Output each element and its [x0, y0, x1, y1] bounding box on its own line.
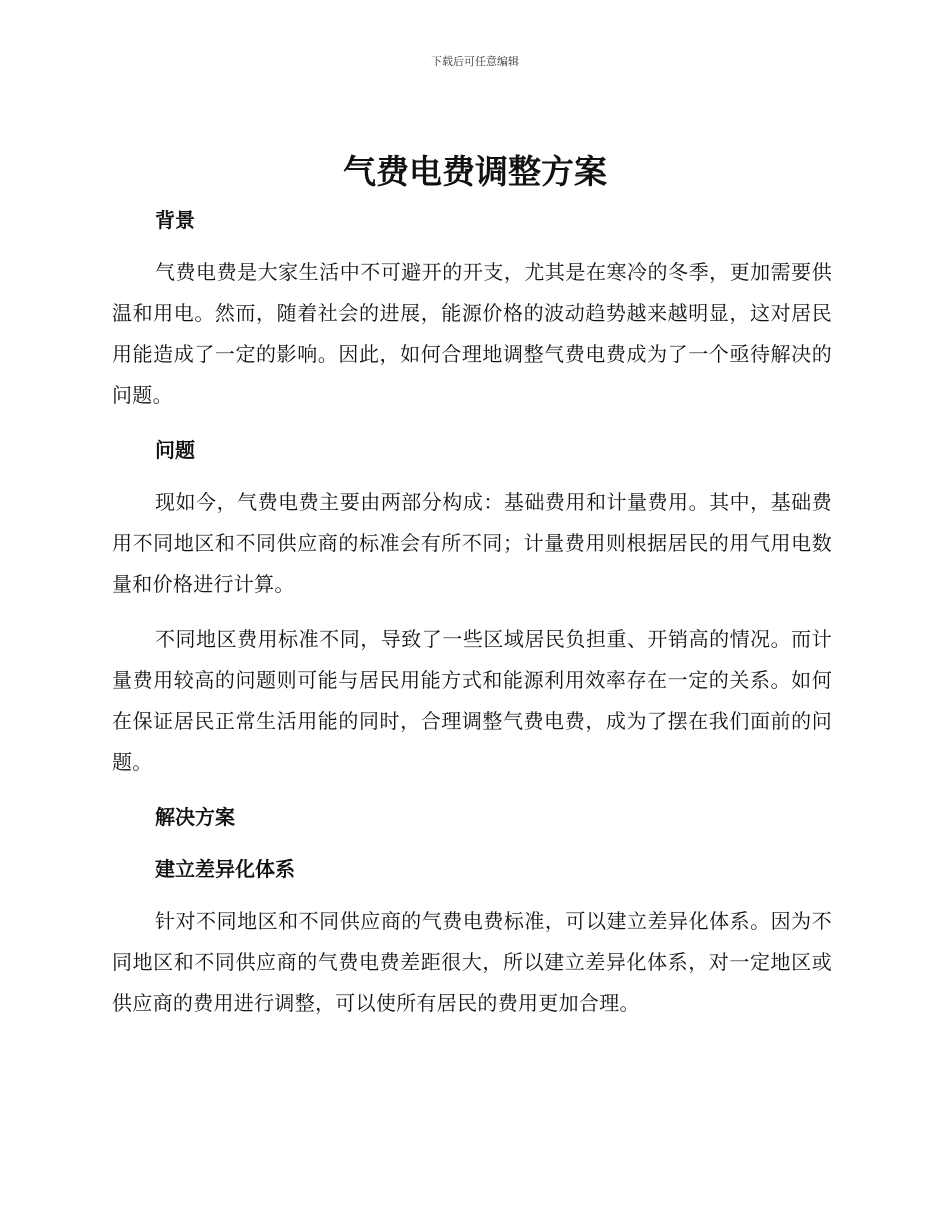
section-heading-solution: 解决方案 — [155, 805, 235, 829]
paragraph-problem-1: 现如今，气费电费主要由两部分构成：基础费用和计量费用。其中，基础费用不同地区和不同供应商的标准会有所不同；计量费用则根据居民的用气用电数量和价格进行计算。 — [112, 490, 832, 596]
paragraph-background-1: 气费电费是大家生活中不可避开的开支，尤其是在寒冷的冬季，更加需要供温和用电。然而，随着社会的进展，能源价格的波动趋势越来越明显，这对居民用能造成了一定的影响。因此，如何合理地调整气费电费成为了一个亟待解决的问题。 — [112, 260, 832, 407]
page-header: 下载后可任意编辑 — [431, 55, 519, 68]
document-title: 气费电费调整方案 — [343, 152, 607, 191]
paragraph-solution-1: 针对不同地区和不同供应商的气费电费标准，可以建立差异化体系。因为不同地区和不同供应商的气费电费差距很大，所以建立差异化体系，对一定地区或供应商的费用进行调整，可以使所有居民的费用更加合理。 — [112, 909, 832, 1015]
section-heading-problem: 问题 — [155, 438, 195, 462]
section-heading-background: 背景 — [155, 208, 195, 232]
paragraph-problem-2: 不同地区费用标准不同，导致了一些区域居民负担重、开销高的情况。而计量费用较高的问题则可能与居民用能方式和能源利用效率存在一定的关系。如何在保证居民正常生活用能的同时，合理调整气费电费，成为了摆在我们面前的问题。 — [112, 627, 832, 774]
document-body — [112, 202, 832, 1024]
subsection-heading-differentiated-system: 建立差异化体系 — [155, 857, 295, 881]
